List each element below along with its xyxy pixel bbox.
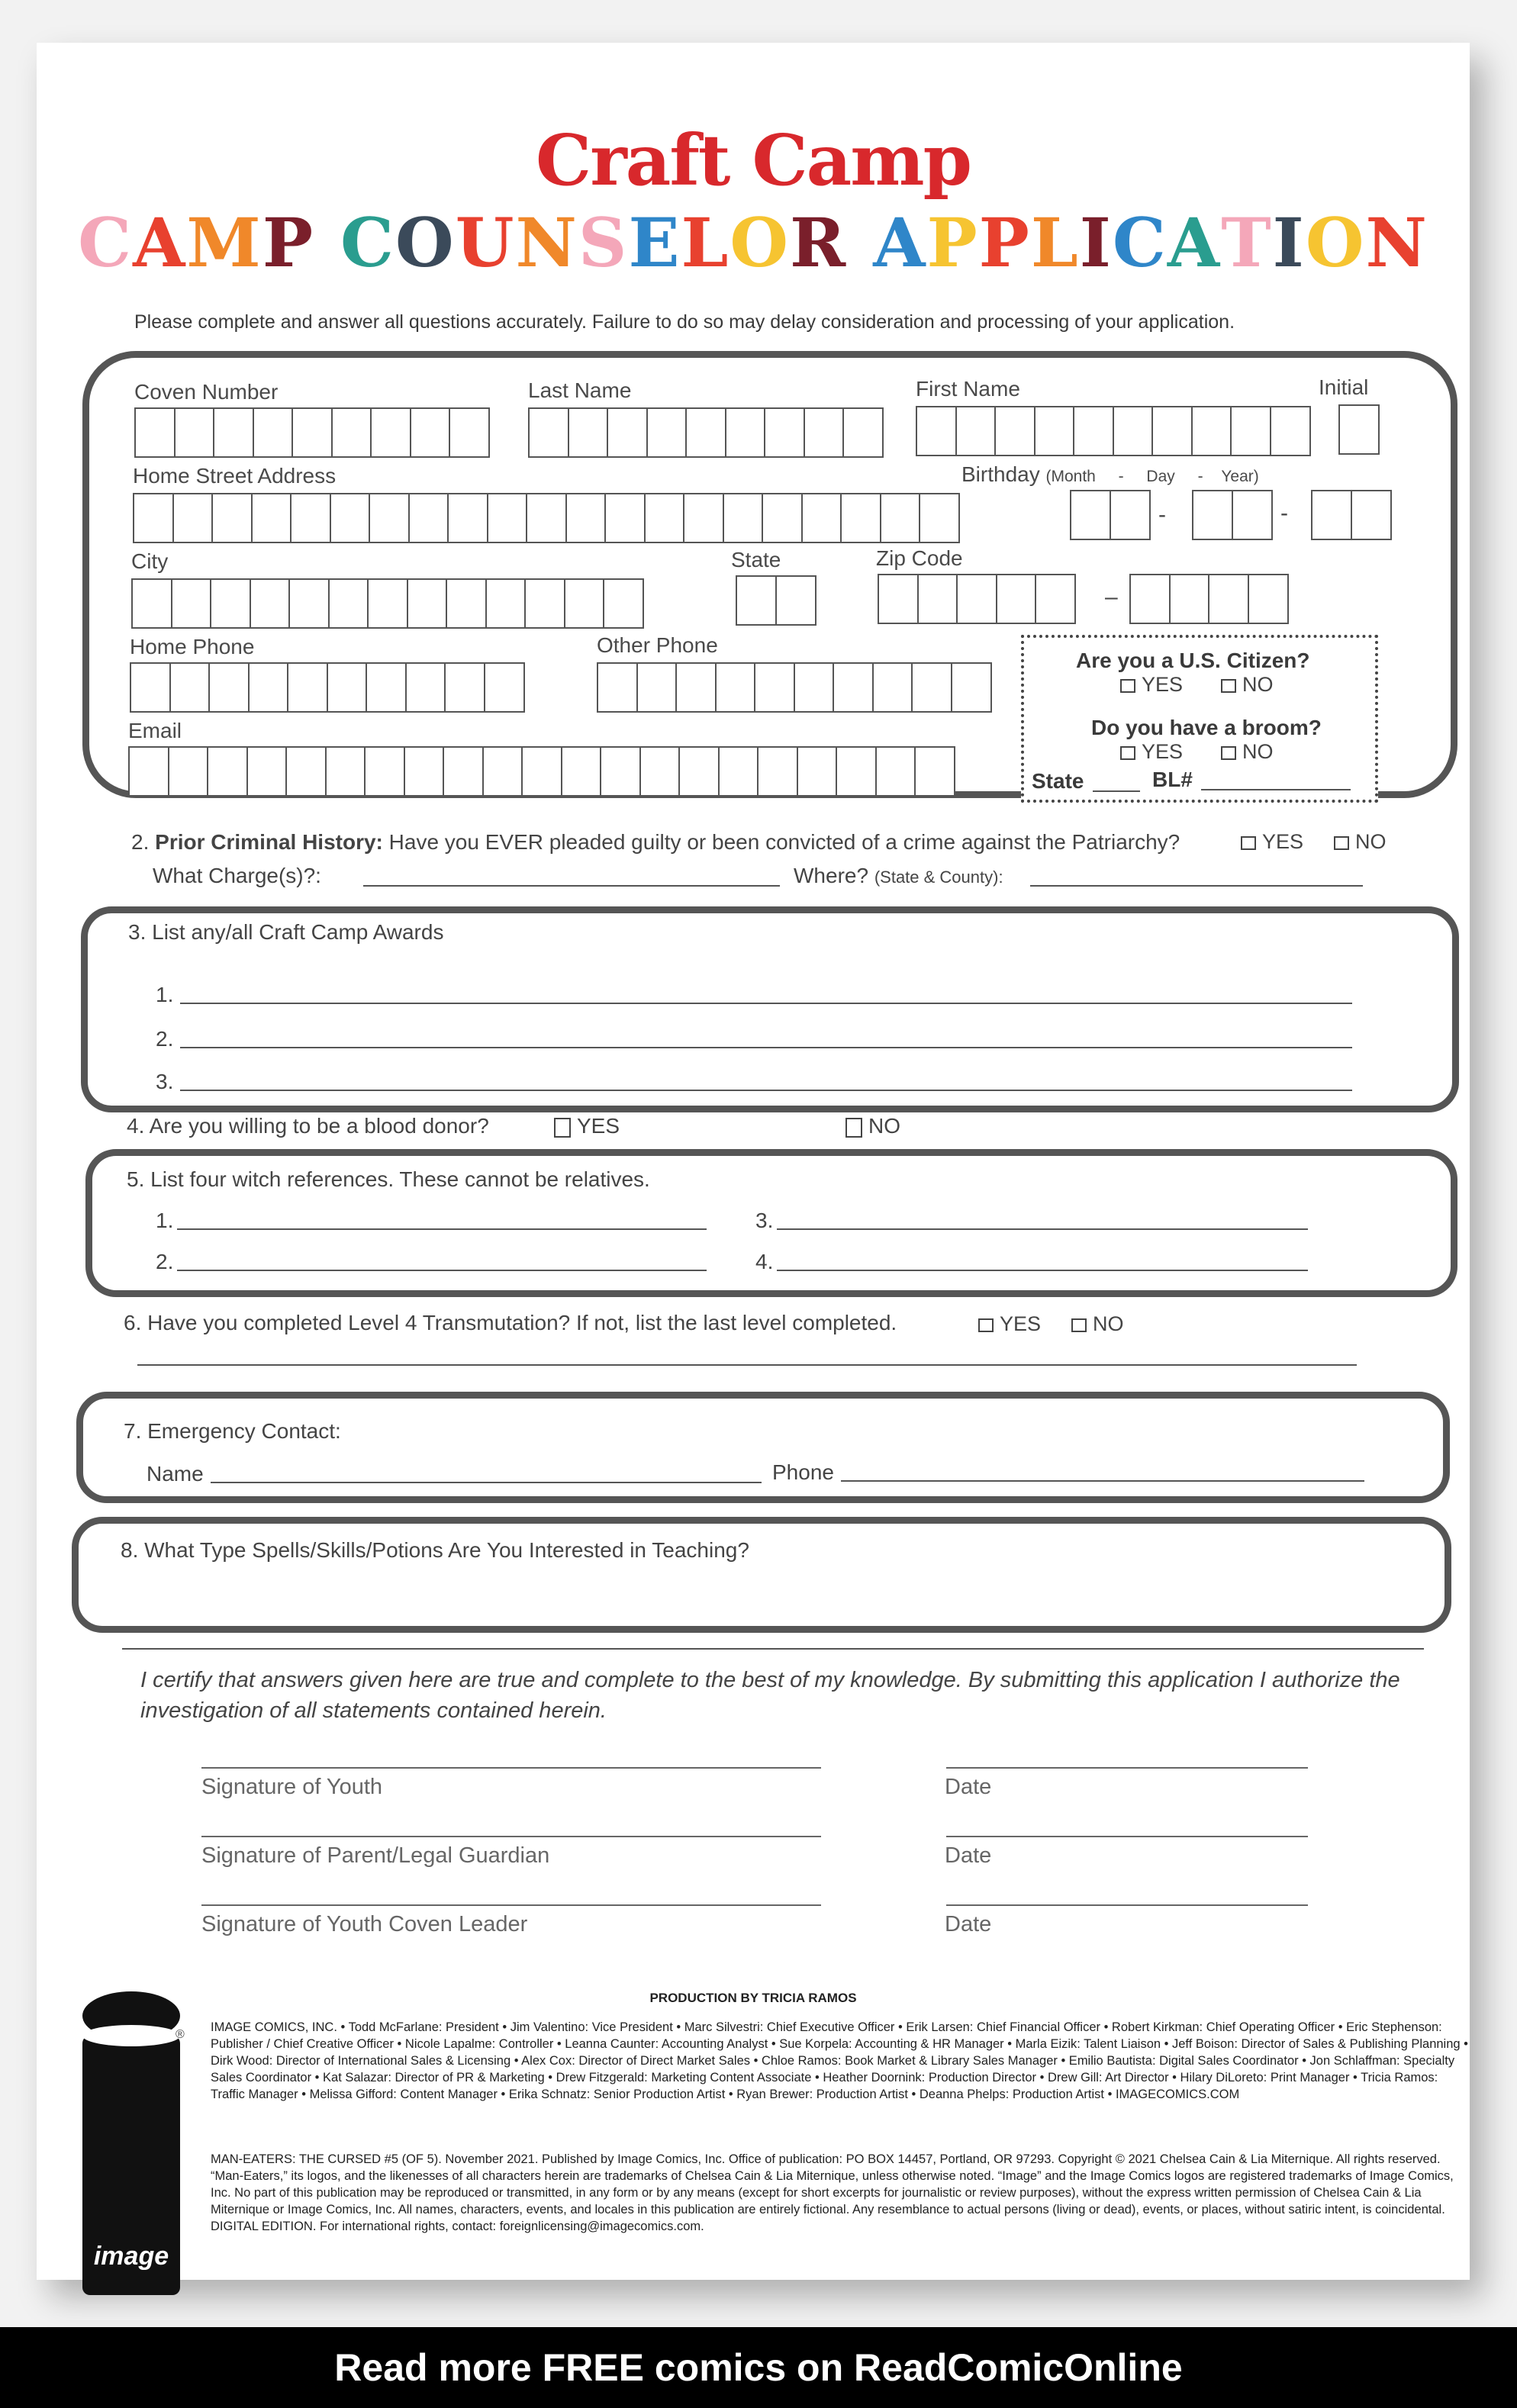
input-box-cell[interactable] [762,493,803,543]
initial-label: Initial [1319,375,1369,399]
input-box-cell[interactable] [1270,406,1311,456]
input-box-cell[interactable] [801,493,842,543]
input-box-cell[interactable] [367,578,408,629]
last-name-field[interactable] [528,407,882,458]
state-field[interactable] [736,575,814,626]
application-title [37,203,1470,282]
q5-ref-1-input[interactable] [177,1228,707,1230]
email-field[interactable] [128,746,954,797]
signature-leader-date-label: Date [945,1912,992,1936]
input-box-cell[interactable] [604,493,646,543]
signature-leader-label: Signature of Youth Coven Leader [201,1912,528,1936]
input-box-cell[interactable] [1192,490,1233,540]
q8-frame [72,1517,1451,1633]
input-box-cell[interactable] [639,746,681,797]
input-box-cell[interactable] [646,407,688,458]
input-box-cell[interactable] [128,746,169,797]
input-box-cell[interactable] [880,493,921,543]
broom-question: Do you have a broom? [1091,716,1322,739]
input-box-cell[interactable] [1169,574,1210,624]
home-street-field[interactable] [133,493,958,543]
signature-leader-date-line[interactable] [946,1904,1308,1906]
input-box-cell[interactable] [636,662,678,713]
input-box-cell[interactable] [916,406,957,456]
signature-leader-line[interactable] [201,1904,821,1906]
broom-bl-input[interactable] [1201,789,1351,790]
input-box-cell[interactable] [290,493,331,543]
input-box-cell[interactable] [561,746,602,797]
certification-divider [122,1648,1424,1650]
q6-transmutation: 6. Have you completed Level 4 Transmutation? If not, list the last level completed. [124,1311,897,1334]
title-letter: I [1272,203,1306,282]
input-box-cell[interactable] [840,493,881,543]
input-box-cell[interactable] [1035,574,1076,624]
q5-ref-3-input[interactable] [777,1228,1308,1230]
birthday-label: Birthday (Month - Day - Year) [961,462,1259,486]
input-box-cell[interactable] [325,746,366,797]
input-box-cell[interactable] [130,662,171,713]
input-box-cell[interactable] [775,575,816,626]
input-box-cell[interactable] [174,407,215,458]
initial-field[interactable] [1338,404,1378,455]
email-label: Email [128,719,182,742]
last-name-label: Last Name [528,378,632,402]
input-box-cell[interactable] [327,662,368,713]
input-box-cell[interactable] [754,662,795,713]
title-letter: R [790,203,848,282]
checkbox-icon [1241,836,1256,850]
input-box-cell[interactable] [1311,490,1352,540]
q4-no[interactable]: NO [845,1114,900,1138]
checkbox-icon [1071,1318,1087,1332]
input-box-cell[interactable] [1113,406,1154,456]
signature-youth-line[interactable] [201,1767,821,1769]
zip-label: Zip Code [876,546,963,570]
readcomiconline-banner[interactable]: Read more FREE comics on ReadComicOnline [0,2327,1517,2408]
input-box-cell[interactable] [833,662,874,713]
q7-name-label: Name [147,1462,204,1486]
zip-field[interactable] [878,574,1074,624]
input-box-cell[interactable] [1248,574,1289,624]
input-box-cell[interactable] [1232,490,1273,540]
input-box-cell[interactable] [487,493,528,543]
input-box-cell[interactable] [251,493,292,543]
input-box-cell[interactable] [331,407,372,458]
input-box-cell[interactable] [1073,406,1114,456]
image-logo-wordmark: image [93,2242,169,2271]
input-box-cell[interactable] [1034,406,1075,456]
input-box-cell[interactable] [287,662,328,713]
input-box-cell[interactable] [725,407,766,458]
input-box-cell[interactable] [133,493,174,543]
input-box-cell[interactable] [443,746,484,797]
input-box-cell[interactable] [211,493,253,543]
registered-mark: ® [176,2028,185,2041]
q2-charges-input[interactable] [363,885,780,887]
input-box-cell[interactable] [842,407,884,458]
checkbox-icon [554,1118,571,1138]
staff-credits: IMAGE COMICS, INC. • Todd McFarlane: President • Jim Valentino: Vice President • Marc Silvestri: Chief Executive Officer • Erik Larsen: Chief Financial Officer • Robert Kirkman: Chief Operating Officer • Eric Stephenson: Publisher / Chief Creative Officer • Nicole Lapalme: Controller • Leanna Caunter: Accounting Analyst • Sue Korpela: Accounting & HR Manager • Marla Eizik: Talent Liaison • Jeff Boison: Director of Sales & Publishing Planning • Dirk Wood: Director of International Sales & Licensing • Alex Cox: Director of Direct Market Sales • Chloe Ramos: Book Market & Library Sales Manager • Emilio Bautista: Digital Sales Coordinator • Jon Schlaffman: Specialty Sales Coordinator • Kat Salazar: Director of PR & Marketing • Drew Fitzgerald: Marketing Content Associate • Heather Doornink: Production Director • Drew Gill: Art Director • Hilary DiLoreto: Print Manager • Tricia Ramos: Traffic Manager • Melissa Gifford: Content Manager • Erika Schnatz: Senior Production Artist • Ryan Brewer: Production Artist • Deanna Phelps: Production Artist • IMAGECOMICS.COM [211,2020,1468,2101]
input-box-cell[interactable] [875,746,916,797]
title-letter: T [1221,203,1273,282]
image-logo-icon [79,1988,183,2307]
home-phone-label: Home Phone [130,635,255,658]
other-phone-label: Other Phone [597,633,718,657]
input-box-cell[interactable] [911,662,952,713]
title-letter: C [1112,203,1168,282]
input-box-cell[interactable] [917,574,958,624]
zip-ext-field[interactable] [1129,574,1287,624]
input-box-cell[interactable] [484,662,525,713]
broom-state-label: State [1032,769,1084,793]
production-credit: PRODUCTION BY TRICIA RAMOS [649,1991,857,2005]
input-box-cell[interactable] [956,574,997,624]
input-box-cell[interactable] [444,662,485,713]
certification-text: I certify that answers given here are true and complete to the best of my knowledge. By submitting this application I authorize the investigation of all statements contained herein. [140,1668,1400,1723]
input-box-cell[interactable] [1338,404,1380,455]
input-box-cell[interactable] [328,578,369,629]
input-box-cell[interactable] [171,578,212,629]
input-box-cell[interactable] [1110,490,1151,540]
q3-item-1-num: 1. [156,983,174,1006]
input-box-cell[interactable] [919,493,960,543]
signature-guardian-label: Signature of Parent/Legal Guardian [201,1843,550,1868]
city-label: City [131,549,169,573]
input-box-cell[interactable] [285,746,327,797]
q2-yes[interactable]: YES [1241,830,1303,854]
birthday-year-field[interactable] [1311,490,1390,540]
input-box-cell[interactable] [526,493,567,543]
other-phone-field[interactable] [597,662,990,713]
title-letter: A [133,203,187,282]
q2-where-input[interactable] [1030,885,1363,887]
q6-level-input[interactable] [137,1364,1357,1366]
q4-blood-donor: 4. Are you willing to be a blood donor? [127,1114,489,1138]
title-letter: P [978,203,1031,282]
citizen-no[interactable]: NO [1221,673,1274,697]
q7-phone-input[interactable] [841,1480,1364,1482]
input-box-cell[interactable] [603,578,644,629]
q5-ref-3-num: 3. [755,1209,774,1232]
input-box-cell[interactable] [685,407,726,458]
checkbox-icon [1221,679,1236,693]
q8-label: 8. What Type Spells/Skills/Potions Are You Interested in Teaching? [121,1538,749,1562]
checkbox-icon [845,1118,862,1138]
q4-yes[interactable]: YES [554,1114,620,1138]
q7-name-input[interactable] [211,1482,762,1483]
input-box-cell[interactable] [1208,574,1249,624]
input-box-cell[interactable] [168,746,209,797]
input-box-cell[interactable] [246,746,288,797]
input-box-cell[interactable] [405,662,446,713]
city-field[interactable] [131,578,643,629]
q2-no[interactable]: NO [1334,830,1387,854]
home-street-label: Home Street Address [133,464,337,488]
signature-youth-label: Signature of Youth [201,1775,383,1799]
input-box-cell[interactable] [369,493,410,543]
input-box-cell[interactable] [207,746,248,797]
input-box-cell[interactable] [872,662,913,713]
input-box-cell[interactable] [134,407,176,458]
first-name-field[interactable] [916,406,1309,456]
title-letter: P [926,203,979,282]
broom-bl-label: BL# [1152,768,1193,791]
broom-no[interactable]: NO [1221,740,1274,764]
title-letter: C [78,203,134,282]
checkbox-icon [1120,746,1135,760]
q5-ref-4-input[interactable] [777,1270,1308,1271]
signature-youth-date-label: Date [945,1775,992,1799]
signature-guardian-date-label: Date [945,1843,992,1868]
title-letter: O [730,203,791,282]
input-box-cell[interactable] [370,407,411,458]
input-box-cell[interactable] [994,406,1035,456]
input-box-cell[interactable] [482,746,523,797]
input-box-cell[interactable] [1191,406,1232,456]
input-box-cell[interactable] [131,578,172,629]
input-box-cell[interactable] [565,493,607,543]
input-box-cell[interactable] [446,578,487,629]
input-box-cell[interactable] [528,407,569,458]
q2-criminal-history: 2. Prior Criminal History: Have you EVER pleaded guilty or been convicted of a crime against the Patriarchy? [131,830,1180,854]
q3-item-2-num: 2. [156,1027,174,1051]
citizen-question: Are you a U.S. Citizen? [1076,649,1310,672]
input-box-cell[interactable] [410,407,451,458]
input-box-cell[interactable] [564,578,605,629]
input-box-cell[interactable] [1070,490,1111,540]
input-box-cell[interactable] [1151,406,1193,456]
broom-yes[interactable]: YES [1120,740,1183,764]
title-letter: O [1305,203,1366,282]
title-letter: L [681,203,730,282]
input-box-cell[interactable] [794,662,835,713]
input-box-cell[interactable] [485,578,527,629]
checkbox-icon [978,1318,994,1332]
input-box-cell[interactable] [447,493,488,543]
input-box-cell[interactable] [600,746,641,797]
input-box-cell[interactable] [524,578,565,629]
signature-youth-date-line[interactable] [946,1767,1308,1769]
input-box-cell[interactable] [291,407,333,458]
title-letter: N [1365,203,1428,282]
input-box-cell[interactable] [1230,406,1271,456]
input-box-cell[interactable] [678,746,720,797]
input-box-cell[interactable] [404,746,445,797]
citizen-yes[interactable]: YES [1120,673,1183,697]
q3-label: 3. List any/all Craft Camp Awards [128,920,444,944]
input-box-cell[interactable] [172,493,214,543]
q7-phone-label: Phone [772,1460,834,1484]
input-box-cell[interactable] [210,578,251,629]
input-box-cell[interactable] [364,746,405,797]
title-letter: M [186,203,262,282]
title-letter: I [1079,203,1113,282]
input-box-cell[interactable] [288,578,330,629]
title-letter: O [395,203,456,282]
coven-number-label: Coven Number [134,380,279,404]
input-box-cell[interactable] [736,575,777,626]
title-letter: E [628,203,681,282]
birthday-day-field[interactable] [1192,490,1271,540]
input-box-cell[interactable] [715,662,756,713]
title-letter: A [873,203,927,282]
input-box-cell[interactable] [568,407,609,458]
input-box-cell[interactable] [683,493,724,543]
input-box-cell[interactable] [366,662,407,713]
signature-guardian-date-line[interactable] [946,1836,1308,1837]
input-box-cell[interactable] [248,662,289,713]
input-box-cell[interactable] [449,407,490,458]
q5-ref-2-num: 2. [156,1250,174,1273]
q5-label: 5. List four witch references. These cannot be relatives. [127,1167,650,1191]
input-box-cell[interactable] [521,746,562,797]
title-letter: A [1167,203,1222,282]
input-box-cell[interactable] [330,493,371,543]
checkbox-icon [1334,836,1349,850]
input-box-cell[interactable] [804,407,845,458]
application-form-page: Craft Camp CAMP COUNSELOR APPLICATION Please complete and answer all questions accurately. Failure to do so may delay consideration and processing of your application. Coven Number Last Name First Name Initial Home Street Address Birthday (Month - Day - Year) - - City State Zip Code – Home Phone Other Phone Email Are you a U.S. Citizen? YES NO Do you have a broom? YES NO State BL# 2. Prior Criminal History: Have you EVER pleaded guilty or been convicted of a crime against the Patriarchy? YES NO What Charge(s)?: Where? (State & County): 3. List any/all Craft Camp Awards 1. 2. 3. 4. Are you willing to be a blood donor? YES NO 5. List four witch references. These cannot be relatives. 1. 2. 3. 4. 6. Have you completed Level 4 Transmutation? If not, list the last level completed. YES NO 7. Emergency Contact: Name Phone 8. What Type Spells/Skills/Potions Are You Interested in Teaching? I certify that answers given here are true and complete to the best of my knowledge. By submitting this application I authorize the investigation of all statements contained herein. Signature of Youth Date Signature of Parent/Legal Guardian Date Signature of Youth Coven Leader Date image ® PRODUCTION BY TRICIA RAMOS IMAGE COMICS, INC. • Todd McFarlane: President • Jim Valentino: Vice President • Marc Silvestri: Chief Executive Officer • Erik Larsen: Chief Financial Officer • Robert Kirkman: Chief Operating Officer • Eric Stephenson: Publisher / Chief Creative Officer • Nicole Lapalme: Controller • Leanna Caunter: Accounting Analyst • Sue Korpela: Accounting & HR Manager • Marla Eizik: Talent Liaison • Jeff Boison: Director of Sales & Publishing Planning • Dirk Wood: Director of International Sales & Licensing • Alex Cox: Director of Direct Market Sales • Chloe Ramos: Book Market & Library Sales Manager • Emilio Bautista: Digital Sales Coordinator • Jon Schlaffman: Specialty Sales Coordinator • Kat Salazar: Director of PR & Marketing • Drew Fitzgerald: Marketing Content Associate • Heather Doornink: Production Director • Drew Gill: Art Director • Hilary DiLoreto: Print Manager • Tricia Ramos: Traffic Manager • Melissa Gifford: Content Manager • Erika Schnatz: Senior Production Artist • Ryan Brewer: Production Artist • Deanna Phelps: Production Artist • IMAGECOMICS.COM MAN-EATERS: THE CURSED #5 (OF 5). November 2021. Published by Image Comics, Inc. Office of publication: PO BOX 14457, Portland, OR 97293. Copyright © 2021 Chelsea Cain & Lia Miternique. All rights reserved. “Man-Eaters,” its logos, and the likenesses of all characters herein are trademarks of Chelsea Cain & Lia Miternique, unless otherwise noted. “Image” and the Image Comics logos are registered trademarks of Image Comics, Inc. No part of this publication may be reproduced or transmitted, in any form or by any means (except for short excerpts for journalistic or review purposes), without the express written permission of Chelsea Cain & Lia Miternique or Image Comics, Inc. All names, characters, events, and locales in this publication are entirely fictional. Any resemblance to actual persons (living or dead), events, or places, without satiric intent, is coincidental. DIGITAL EDITION. For international rights, contact: foreignlicensing@imagecomics.com. [37,43,1470,2280]
input-box-cell[interactable] [1129,574,1171,624]
craft-camp-logo: Craft Camp [536,119,971,201]
input-box-cell[interactable] [408,493,449,543]
input-box-cell[interactable] [951,662,992,713]
title-letter: P [262,203,314,282]
home-phone-field[interactable] [130,662,523,713]
q6-no[interactable]: NO [1071,1312,1124,1336]
title-letter: N [515,203,578,282]
q3-item-1-input[interactable] [180,1003,1352,1004]
q5-ref-1-num: 1. [156,1209,174,1232]
q3-item-3-input[interactable] [180,1090,1352,1091]
q5-ref-4-num: 4. [755,1250,774,1273]
q5-ref-2-input[interactable] [177,1270,707,1271]
input-box-cell[interactable] [253,407,294,458]
input-box-cell[interactable] [878,574,919,624]
coven-number-field[interactable] [134,407,488,458]
input-box-cell[interactable] [996,574,1037,624]
intro-text: Please complete and answer all questions accurately. Failure to do so may delay consideration and processing of your application. [134,311,1235,333]
broom-state-input[interactable] [1093,790,1140,792]
input-box-cell[interactable] [407,578,448,629]
input-box-cell[interactable] [757,746,798,797]
input-box-cell[interactable] [597,662,638,713]
input-box-cell[interactable] [797,746,838,797]
title-letter: L [1030,203,1080,282]
q7-label: 7. Emergency Contact: [124,1419,341,1443]
input-box-cell[interactable] [607,407,648,458]
input-box-cell[interactable] [208,662,250,713]
q6-yes[interactable]: YES [978,1312,1041,1336]
q3-item-3-num: 3. [156,1070,174,1093]
q7-frame [76,1392,1450,1503]
signature-guardian-line[interactable] [201,1836,821,1837]
input-box-cell[interactable] [1351,490,1392,540]
input-box-cell[interactable] [213,407,254,458]
title-letter: U [455,203,516,282]
input-box-cell[interactable] [836,746,877,797]
q3-item-2-input[interactable] [180,1047,1352,1048]
first-name-label: First Name [916,377,1020,401]
state-label: State [731,548,781,571]
input-box-cell[interactable] [250,578,291,629]
q2-charges-label: What Charge(s)?: [153,864,321,887]
input-box-cell[interactable] [169,662,211,713]
input-box-cell[interactable] [644,493,685,543]
title-letter: C [340,203,396,282]
image-comics-logo [79,1988,183,2307]
title-letter: S [578,203,629,282]
checkbox-icon [1120,679,1135,693]
input-box-cell[interactable] [764,407,805,458]
q2-where-label: Where? (State & County): [794,864,1003,887]
legal-notice: MAN-EATERS: THE CURSED #5 (OF 5). November 2021. Published by Image Comics, Inc. Office of publication: PO BOX 14457, Portland, OR 97293. Copyright © 2021 Chelsea Cain & Lia Miternique. All rights reserved. “Man-Eaters,” its logos, and the likenesses of all characters herein are trademarks of Chelsea Cain & Lia Miternique, unless otherwise noted. “Image” and the Image Comics logos are registered trademarks of Image Comics, Inc. No part of this publication may be reproduced or transmitted, in any form or by any means (except for short excerpts for journalistic or review purposes), without the express written permission of Chelsea Cain & Lia Miternique or Image Comics, Inc. All names, characters, events, and locales in this publication are entirely fictional. Any resemblance to actual persons (living or dead), events, or places, without satiric intent, is coincidental. DIGITAL EDITION. For international rights, contact: foreignlicensing@imagecomics.com. [211,2152,1454,2233]
input-box-cell[interactable] [723,493,764,543]
input-box-cell[interactable] [914,746,955,797]
input-box-cell[interactable] [718,746,759,797]
input-box-cell[interactable] [675,662,717,713]
birthday-month-field[interactable] [1070,490,1148,540]
input-box-cell[interactable] [955,406,997,456]
checkbox-icon [1221,746,1236,760]
